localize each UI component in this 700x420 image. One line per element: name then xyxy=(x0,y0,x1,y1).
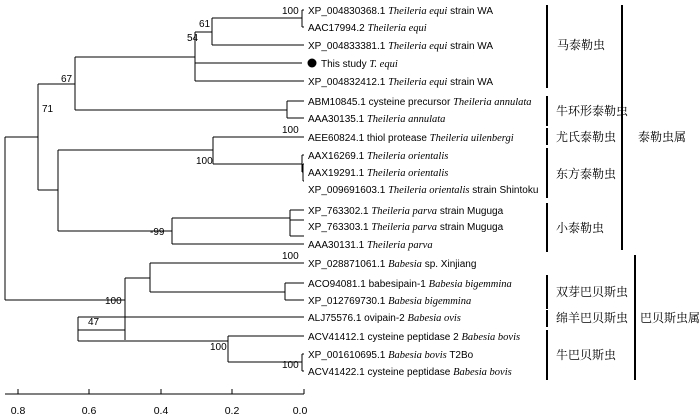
tree-branches xyxy=(5,10,304,371)
bootstrap-value: 100 xyxy=(105,296,122,307)
scale-axis xyxy=(5,389,307,417)
taxon-label: ACV41412.1 cysteine peptidase 2 Babesia bovis xyxy=(308,332,521,343)
bootstrap-value: 100 xyxy=(282,125,299,136)
group-label: 牛环形泰勒虫 xyxy=(556,104,629,118)
group-labels xyxy=(556,37,700,362)
genus-label: 泰勒虫属 xyxy=(638,130,687,144)
bootstrap-value: -99 xyxy=(150,227,165,238)
taxon-label: ABM10845.1 cysteine precursor Theileria annulata xyxy=(308,97,532,108)
taxon-label-this-study: This study T. equi xyxy=(321,59,398,70)
taxon-label: XP_004830368.1 Theileria equi strain WA xyxy=(308,6,494,17)
bootstrap-value: 54 xyxy=(187,33,199,44)
axis-tick-label: 0.4 xyxy=(153,405,169,417)
bootstrap-value: 71 xyxy=(42,104,54,115)
axis-tick-label: 0.2 xyxy=(224,405,240,417)
axis-tick-label: 0.8 xyxy=(10,405,26,417)
taxon-label: XP_763303.1 Theileria parva strain Muguga xyxy=(308,222,504,233)
taxon-label: ACV41422.1 cysteine peptidase Babesia bovis xyxy=(308,367,512,378)
bootstrap-value: 100 xyxy=(282,6,299,17)
axis-tick-label: 0.6 xyxy=(81,405,97,417)
axis-tick-label: 0.0 xyxy=(292,405,308,417)
taxon-labels xyxy=(308,6,538,378)
group-label: 牛巴贝斯虫 xyxy=(556,348,617,362)
bootstrap-value: 61 xyxy=(199,19,211,30)
group-label: 双芽巴贝斯虫 xyxy=(556,285,629,299)
group-label: 小泰勒虫 xyxy=(556,221,605,235)
group-label: 马泰勒虫 xyxy=(557,38,606,52)
bootstrap-value: 100 xyxy=(210,342,227,353)
bootstrap-value: 47 xyxy=(88,317,100,328)
taxon-label: XP_001610695.1 Babesia bovis T2Bo xyxy=(308,350,474,361)
bootstrap-value: 67 xyxy=(61,74,73,85)
taxon-label: AAX16269.1 Theileria orientalis xyxy=(308,151,449,162)
taxon-label: AAC17994.2 Theileria equi xyxy=(308,23,427,34)
taxon-label: XP_004832412.1 Theileria equi strain WA xyxy=(308,77,494,88)
group-label: 东方泰勒虫 xyxy=(556,167,617,181)
taxon-label: AAA30131.1 Theileria parva xyxy=(308,240,433,251)
taxon-label: AAX19291.1 Theileria orientalis xyxy=(308,168,449,179)
genus-label: 巴贝斯虫属 xyxy=(640,311,700,325)
taxon-label: ALJ75576.1 ovipain-2 Babesia ovis xyxy=(308,313,461,324)
taxon-label: XP_012769730.1 Babesia bigemmina xyxy=(308,296,472,307)
this-study-marker-icon xyxy=(308,59,317,68)
bootstrap-value: 100 xyxy=(282,251,299,262)
bootstrap-value: 100 xyxy=(196,156,213,167)
taxon-label: XP_028871061.1 Babesia sp. Xinjiang xyxy=(308,259,477,270)
taxon-label: XP_763302.1 Theileria parva strain Muguga xyxy=(308,206,504,217)
bootstrap-values xyxy=(42,6,299,371)
group-label: 绵羊巴贝斯虫 xyxy=(556,311,629,325)
taxon-label: XP_004833381.1 Theileria equi strain WA xyxy=(308,41,494,52)
group-label: 尤氏泰勒虫 xyxy=(556,130,617,144)
taxon-label: ACO94081.1 babesipain-1 Babesia bigemmina xyxy=(308,279,512,290)
bootstrap-value: 100 xyxy=(282,360,299,371)
taxon-label: AEE60824.1 thiol protease Theileria uilenbergi xyxy=(308,133,514,144)
taxon-label: XP_009691603.1 Theileria orientalis strain Shintoku xyxy=(308,185,539,196)
taxon-label: AAA30135.1 Theileria annulata xyxy=(308,114,446,125)
